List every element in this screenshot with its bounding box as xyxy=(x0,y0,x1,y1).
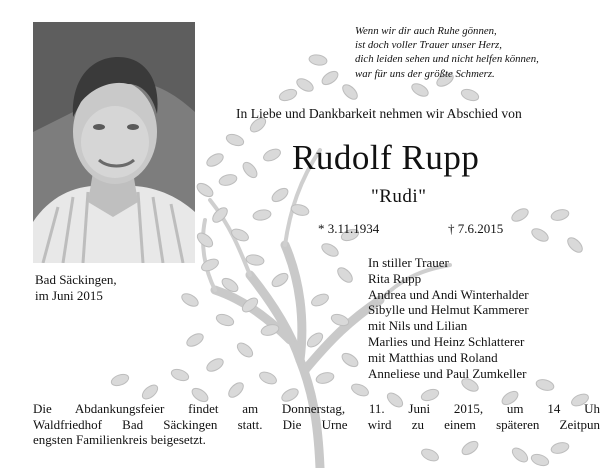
poem-line: ist doch voller Trauer unser Herz, xyxy=(355,39,502,52)
mourner-line: Rita Rupp xyxy=(368,270,422,286)
farewell-intro: In Liebe und Dankbarkeit nehmen wir Abschied von xyxy=(236,106,522,121)
place-month: im Juni 2015 xyxy=(35,287,103,303)
deceased-nickname: "Rudi" xyxy=(371,186,427,207)
mourner-line: Anneliese und Paul Zumkeller xyxy=(368,365,527,381)
mourner-line: Andrea und Andi Winterhalder xyxy=(368,286,529,302)
mourner-line: In stiller Trauer xyxy=(368,255,449,270)
mourner-line: mit Nils und Lilian xyxy=(368,318,468,334)
mourner-line: mit Matthias und Roland xyxy=(368,349,498,365)
notice-line: engsten Familienkreis beigesetzt. xyxy=(33,432,206,447)
mourner-line: Sibylle und Helmut Kammerer xyxy=(368,302,529,318)
mourners-list xyxy=(368,255,529,381)
place-city: Bad Säckingen, xyxy=(35,272,117,287)
place-date xyxy=(35,272,117,303)
notice-line: Waldfriedhof Bad Säckingen statt. Die Urne wird zu einem späteren Zeitpun xyxy=(33,416,600,432)
poem-line: Wenn wir dir auch Ruhe gönnen, xyxy=(355,25,497,37)
poem-line: war für uns der größte Schmerz. xyxy=(355,67,495,80)
deceased-name: Rudolf Rupp xyxy=(292,138,480,177)
funeral-notice xyxy=(33,401,600,448)
poem-line: dich leiden sehen und nicht helfen können, xyxy=(355,53,539,66)
death-date: † 7.6.2015 xyxy=(448,221,504,236)
poem xyxy=(355,24,590,81)
portrait-photo xyxy=(33,22,195,263)
birth-date: * 3.11.1934 xyxy=(318,221,380,236)
notice-line: Die Abdankungsfeier findet am Donnerstag, 11. Juni 2015, um 14 Uh xyxy=(33,401,600,416)
mourner-line: Marlies und Heinz Schlatterer xyxy=(368,333,525,349)
